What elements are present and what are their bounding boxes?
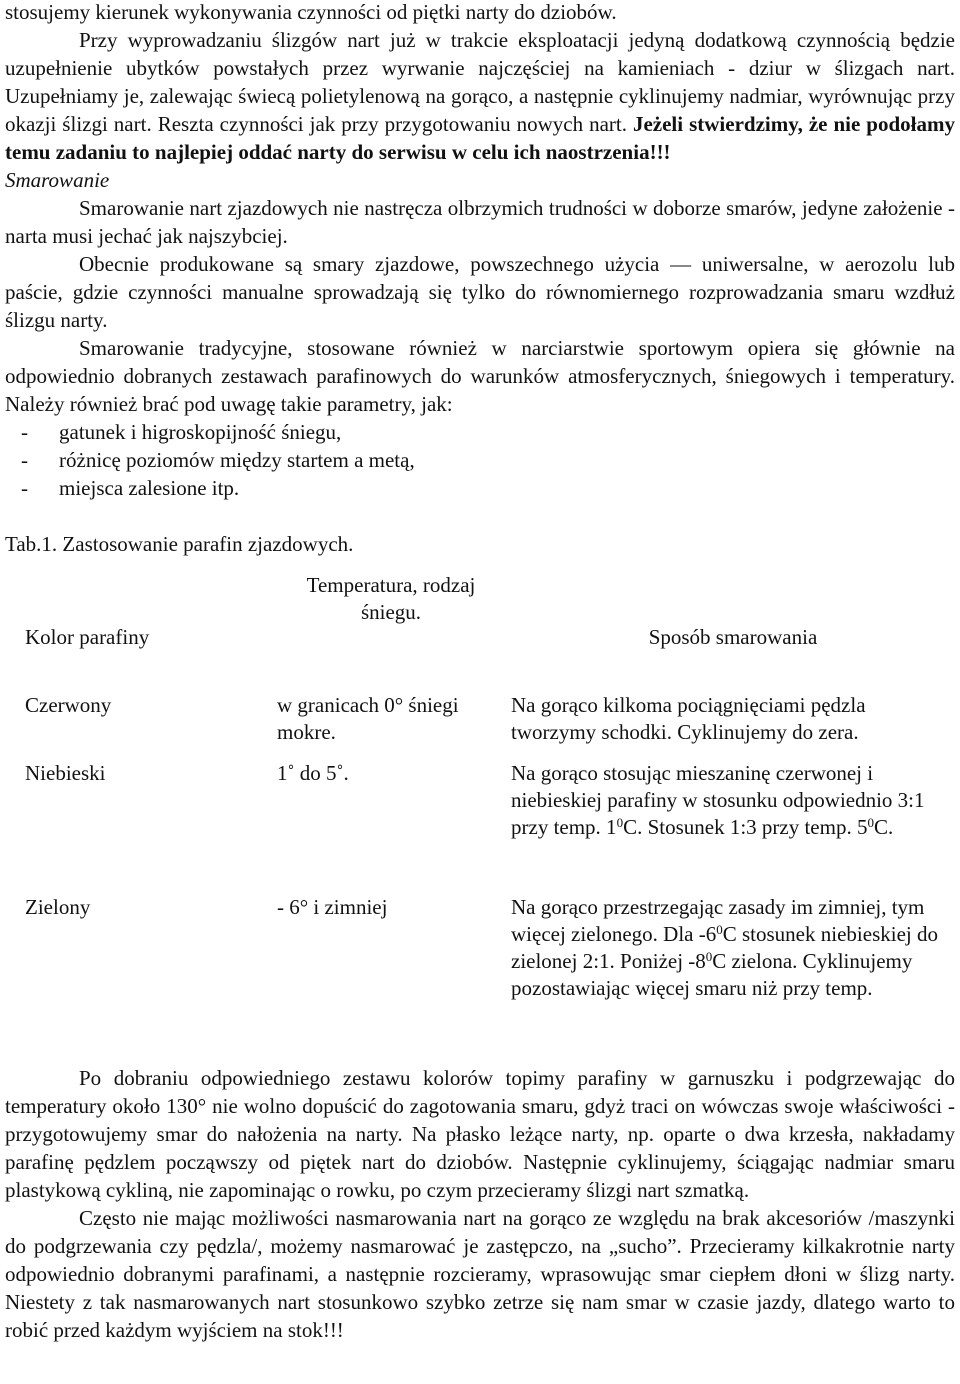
list-item [5,418,955,446]
paragraph-base-repair [5,26,955,166]
cell-color: Zielony [25,895,91,919]
cell-method-text: C stosunek niebieskiej do zielonej 2:1. Poniżej -8 [511,922,938,973]
cell-method [505,894,955,1064]
table-row [5,692,955,760]
wax-table [5,560,955,1064]
cell-method-text: Na gorąco stosując mieszaninę czerwonej i niebieskiej parafiny w stosunku odpowiednio 3:1 przy temp. 1 [511,761,925,839]
superscript: 0 [867,815,874,830]
paragraph-base-repair-warning: Jeżeli stwierdzimy, że nie podołamy temu zadaniu to najlepiej oddać narty do serwisu w celu ich naostrzenia!!! [5,112,955,164]
list-dash: - [21,420,28,444]
table-header-row [5,560,955,692]
cell-color: Niebieski [25,761,106,785]
cell-method-text: C zielona. Cyklinujemy pozostawiając więcej smaru niż przy temp. [511,949,913,1000]
list-item-text: miejsca zalesione itp. [59,476,240,500]
list-dash: - [21,448,28,472]
cell-temperature: w granicach 0° śniegi mokre. [277,693,459,744]
section-heading: Smarowanie [5,168,110,192]
paragraph-traditional-wax: Smarowanie tradycyjne, stosowane również w narciarstwie sportowym opiera się głównie na odpowiednio dobranych zestawach parafinowych do warunków atmosferycznych, śniegowych i temperatury. Należy również brać pod uwagę takie parametry, jak: [5,336,955,416]
paragraph-base-repair-text: Przy wyprowadzaniu ślizgów nart już w trakcie eksploatacji jedyną dodatkową czynnością będzie uzupełnienie ubytków powstałych przez wyrwanie najczęściej na kamieniach - dziur w ślizgach nart. Uzupełniamy je, zalewając świecą polietylenową na gorąco, a następnie cyklinujemy nadmiar, wyrównując przy okazji ślizgi nart. Reszta czynności jak przy przygotowaniu nowych nart. [5,28,955,136]
cell-method-text: Na gorąco przestrzegając zasady im zimniej, tym więcej zielonego. Dla -6 [511,895,925,946]
superscript: 0 [705,949,713,964]
cell-method-clipped [511,894,955,1032]
header-color: Kolor parafiny [25,624,150,649]
paragraph-dry-waxing: Często nie mając możliwości nasmarowania nart na gorąco ze względu na brak akcesoriów /maszynki do podgrzewania czy pędzla/, możemy nasmarować je zastępczo, na „sucho”. Przecieramy kilkakrotnie narty odpowiednio dobranymi parafinami, a następnie rozcieramy, wprasowując smar ciepłem dłoni w ślizg narty. Niestety z tak nasmarowanych nart stosunkowo szybko zetrze się nam smar w czasie jazdy, dlatego warto to robić przed każdym wyjściem na stok!!! [5,1206,955,1342]
table-caption: Tab.1. Zastosowanie parafin zjazdowych. [5,532,354,556]
paragraph-continuation: stosujemy kierunek wykonywania czynności od piętki narty do dziobów. [5,0,617,24]
cell-temperature: 1˚ do 5˚. [277,761,349,785]
document-page [5,0,955,1344]
cell-color: Czerwony [25,693,112,717]
cell-method: Na gorąco kilkoma pociągnięciami pędzla tworzymy schodki. Cyklinujemy do zera. [511,693,866,744]
list-item-text: różnicę poziomów między startem a metą, [59,448,415,472]
cell-method-text: C. Stosunek 1:3 przy temp. 5 [623,815,868,839]
cell-method-text: C. [873,815,894,839]
paragraph-hot-waxing: Po dobraniu odpowiedniego zestawu kolorów topimy parafiny w garnuszku i podgrzewając do temperatury około 130° nie wolno dopuścić do zagotowania smaru, gdyż traci on wówczas swoje właściwości - przygotowujemy smar do nałożenia na narty. Na płasko leżące narty, np. oparte o dwa krzesła, nakładamy parafinę pędzlem począwszy od piętek nart do dziobów. Następnie cyklinujemy, ściągając nadmiar smaru plastykową cykliną, nie zapominając o rowku, po czym przecieramy ślizgi nart szmatką. [5,1066,955,1202]
paragraph-waxing-intro: Smarowanie nart zjazdowych nie nastręcza olbrzymich trudności w doborze smarów, jedyne założenie - narta musi jechać jak najszybciej. [5,196,955,248]
paragraph-universal-wax: Obecnie produkowane są smary zjazdowe, powszechnego użycia — uniwersalne, w aerozolu lub paście, gdzie czynności manualne sprowadzają się tylko do równomiernego rozprowadzania smaru wzdłuż ślizgu narty. [5,252,955,332]
parameter-list [5,418,955,502]
list-item [5,446,955,474]
cell-method [505,760,955,894]
superscript: 0 [616,815,624,830]
list-dash: - [21,476,28,500]
table-row [5,760,955,894]
list-item [5,474,955,502]
superscript: 0 [716,922,723,937]
list-item-text: gatunek i higroskopijność śniegu, [59,420,342,444]
table-row [5,894,955,1064]
header-method: Sposób smarowania [648,624,818,649]
header-temperature: Temperatura, rodzaj śniegu. [306,573,476,624]
cell-temperature: - 6° i zimniej [277,895,388,919]
